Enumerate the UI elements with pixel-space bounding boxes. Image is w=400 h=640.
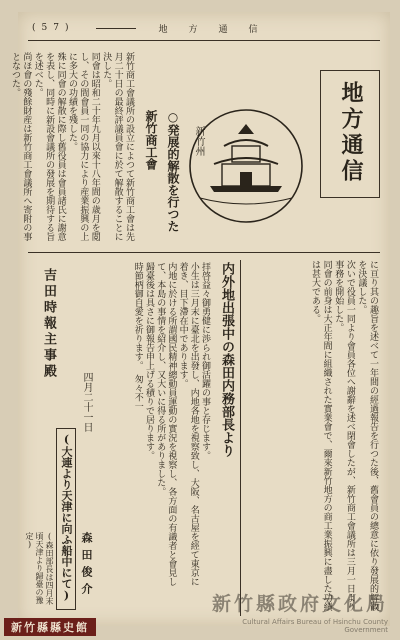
letter-date: 四月二十一日 xyxy=(81,372,92,432)
letter-note: (森田部長は四月末頃天津より歸臺の豫定) xyxy=(25,532,54,605)
archive-seal: 新竹縣縣史館 xyxy=(4,618,96,636)
pagoda-emblem-icon xyxy=(186,106,306,226)
article2-body: 拝啓益々御勇健に渉られ御活躍の事と存じます。 小生は三月末に臺北を出發し、内地各地を視察致し、大阪、名古屋を經て東京に着き、目下滯在中であります。 内地に於ける所謂國民精神總動員運動の實況を視察し、各方面の有識者と會見して、本島の事情を紹介し、又大いに得る所がありました。 歸臺後は具さに御報告申上げる積りで居ります。 時節柄御自愛を祈ります。 匆々不一 xyxy=(132,262,210,586)
section-title: 地方通信 xyxy=(338,81,364,185)
article1-title: ○発展的解散を行つた 新竹商工會 xyxy=(144,110,180,244)
section-divider xyxy=(28,252,380,253)
letter-signature: 森田俊介 xyxy=(80,532,93,600)
subtitle-box xyxy=(56,428,76,610)
watermark-subtitle: Cultural Affairs Bureau of Hsinchu County Government xyxy=(242,618,388,634)
article1-body: 新竹商工會議所の設立によつて新竹商工會は先月二十日の最終評議員會に於て解散することに決した。 同會は昭和二十年九月以來十八年間の歳月を閲し、その間會員一同の協力により産業振興の上に多大の功績を殘した。 殊に同會の解散に際し舊役員は會員諸氏に謝意を表し、同時に新設會議所の發展を期待する旨を述べた。 尚ほ會の殘餘財産は新竹商工會議所へ寄附の事となつた。 xyxy=(9,52,134,241)
column-divider xyxy=(240,260,241,616)
page-number: (57) xyxy=(32,23,75,33)
emblem-caption: 新竹州 xyxy=(193,126,204,156)
watermark-title: 新竹縣政府文化局 xyxy=(211,593,388,615)
letter-addressee: 吉田時報主事殿 xyxy=(41,268,56,380)
header-underline xyxy=(28,40,380,41)
letter-subtitle: (大連より天津に向ふ船中にて) xyxy=(60,433,73,602)
article2-title: 内外地出張中の森田内務部長より xyxy=(219,262,234,457)
article1-continuation: に亘り其の趣旨を述べて一年間の經過報告を行つた後、舊會員の總意に依り發展的解散を決議した。 次いで役員一同より會員各位へ謝辭を述べ閉會したが、新竹商工會議所は三月一日より事務を開始した。 同會の前身は大正年間に組織された實業會で、爾來新竹地方の商工業振興に盡した功績は甚大である。 xyxy=(310,260,378,611)
emblem-illustration xyxy=(186,106,306,226)
header-rule xyxy=(96,28,136,29)
header-title: 地 方 通 信 xyxy=(158,24,264,35)
section-title-box xyxy=(320,70,380,198)
running-header xyxy=(32,20,380,36)
document-page xyxy=(9,12,390,626)
